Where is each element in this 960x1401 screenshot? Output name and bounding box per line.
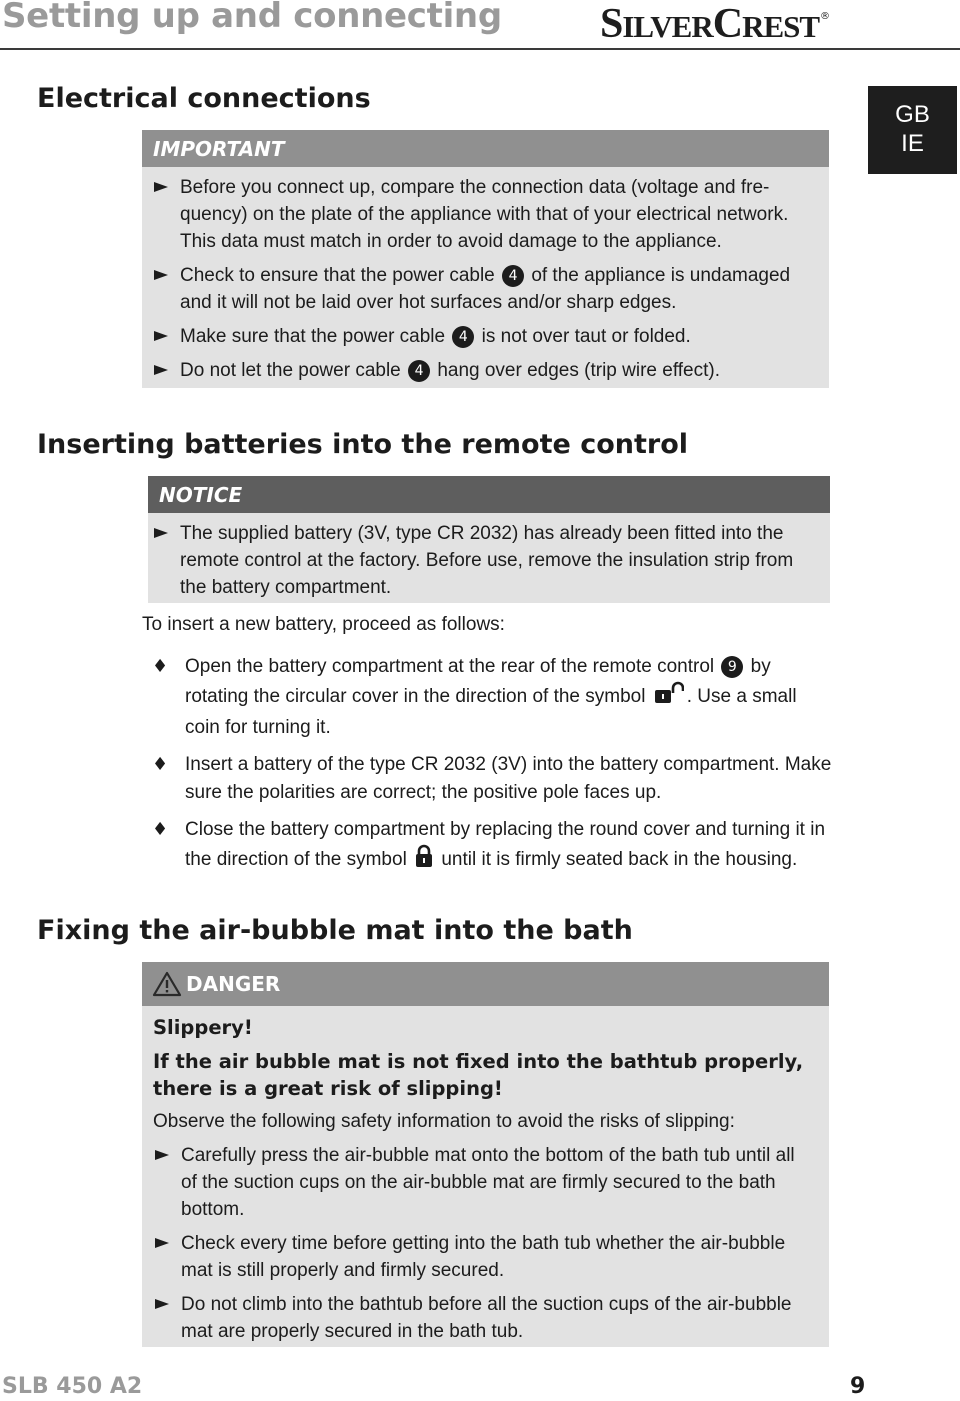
list-item: Carefully press the air-bubble mat onto the bottom of the bath tub until all of the suction cups on the air-bubble mat are firmly secured to the bath bottom. — [153, 1142, 809, 1223]
list-item: Check every time before getting into the bath tub whether the air-bubble mat is still properly and firmly secured. — [153, 1230, 809, 1284]
language-tab — [868, 86, 957, 174]
danger-box — [142, 962, 829, 1347]
lang-code-gb: GB — [895, 101, 930, 128]
danger-body — [142, 1006, 829, 1345]
list-item: Make sure that the power cable 4 is not over taut or folded. — [152, 323, 809, 350]
page-section-title: Setting up and connecting — [2, 0, 502, 36]
step-item: ♦ Close the battery compartment by replacing the round cover and turning it in the direction of the symbol until it is firmly seated back in the housing. — [152, 816, 832, 877]
notice-label: NOTICE — [148, 476, 830, 513]
unlock-icon — [654, 681, 684, 714]
battery-steps-list — [152, 653, 832, 886]
safety-lead: Observe the following safety information to avoid the risks of slipping: — [153, 1111, 735, 1132]
step-item: ♦ Open the battery compartment at the rear of the remote control 9 by rotating the circular cover in the direction of the symbol . Use a small coin for turning it. — [152, 653, 832, 742]
notice-box — [148, 476, 830, 603]
header-divider — [0, 48, 960, 50]
lang-code-ie: IE — [901, 130, 924, 157]
important-list — [142, 167, 829, 384]
important-box — [142, 130, 829, 388]
part-number-badge: 4 — [452, 326, 474, 348]
heading-electrical-connections: Electrical connections — [37, 83, 371, 114]
danger-header — [142, 962, 829, 1006]
danger-list — [153, 1135, 809, 1345]
list-item: The supplied battery (3V, type CR 2032) has already been fitted into the remote control at the factory. Before use, remove the insulation strip from the battery compartment. — [152, 520, 810, 601]
model-number: SLB 450 A2 — [2, 1374, 143, 1399]
step-item: ♦ Insert a battery of the type CR 2032 (3V) into the battery compartment. Make sure the polarities are correct; the positive pole faces up. — [152, 751, 832, 807]
part-number-badge: 9 — [721, 656, 743, 678]
brand-logo: SILVERCREST® — [600, 1, 830, 47]
lock-icon — [415, 844, 433, 877]
list-item: Check to ensure that the power cable 4 of the appliance is undamaged and it will not be laid over hot surfaces and/or sharp edges. — [152, 262, 809, 316]
list-item: Do not climb into the bathtub before all the suction cups of the air-bubble mat are properly secured in the bath tub. — [153, 1291, 809, 1345]
warning-icon — [152, 971, 182, 997]
list-item: Before you connect up, compare the connection data (voltage and fre-quency) on the plate of the appliance with that of your electrical network. This data must match in order to avoid damage to the appliance. — [152, 174, 809, 255]
part-number-badge: 4 — [408, 360, 430, 382]
slip-warning: If the air bubble mat is not fixed into the bathtub properly, there is a great risk of slipping! — [153, 1050, 804, 1100]
heading-inserting-batteries: Inserting batteries into the remote control — [37, 429, 689, 460]
important-label: IMPORTANT — [142, 130, 829, 167]
part-number-badge: 4 — [502, 265, 524, 287]
heading-fixing-mat: Fixing the air-bubble mat into the bath — [37, 915, 633, 946]
page-number: 9 — [850, 1374, 866, 1399]
instructions-intro: To insert a new battery, proceed as follows: — [142, 614, 505, 635]
danger-label: DANGER — [186, 972, 281, 996]
notice-list — [148, 513, 830, 601]
list-item: Do not let the power cable 4 hang over edges (trip wire effect). — [152, 357, 809, 384]
slippery-heading: Slippery! — [153, 1016, 253, 1039]
